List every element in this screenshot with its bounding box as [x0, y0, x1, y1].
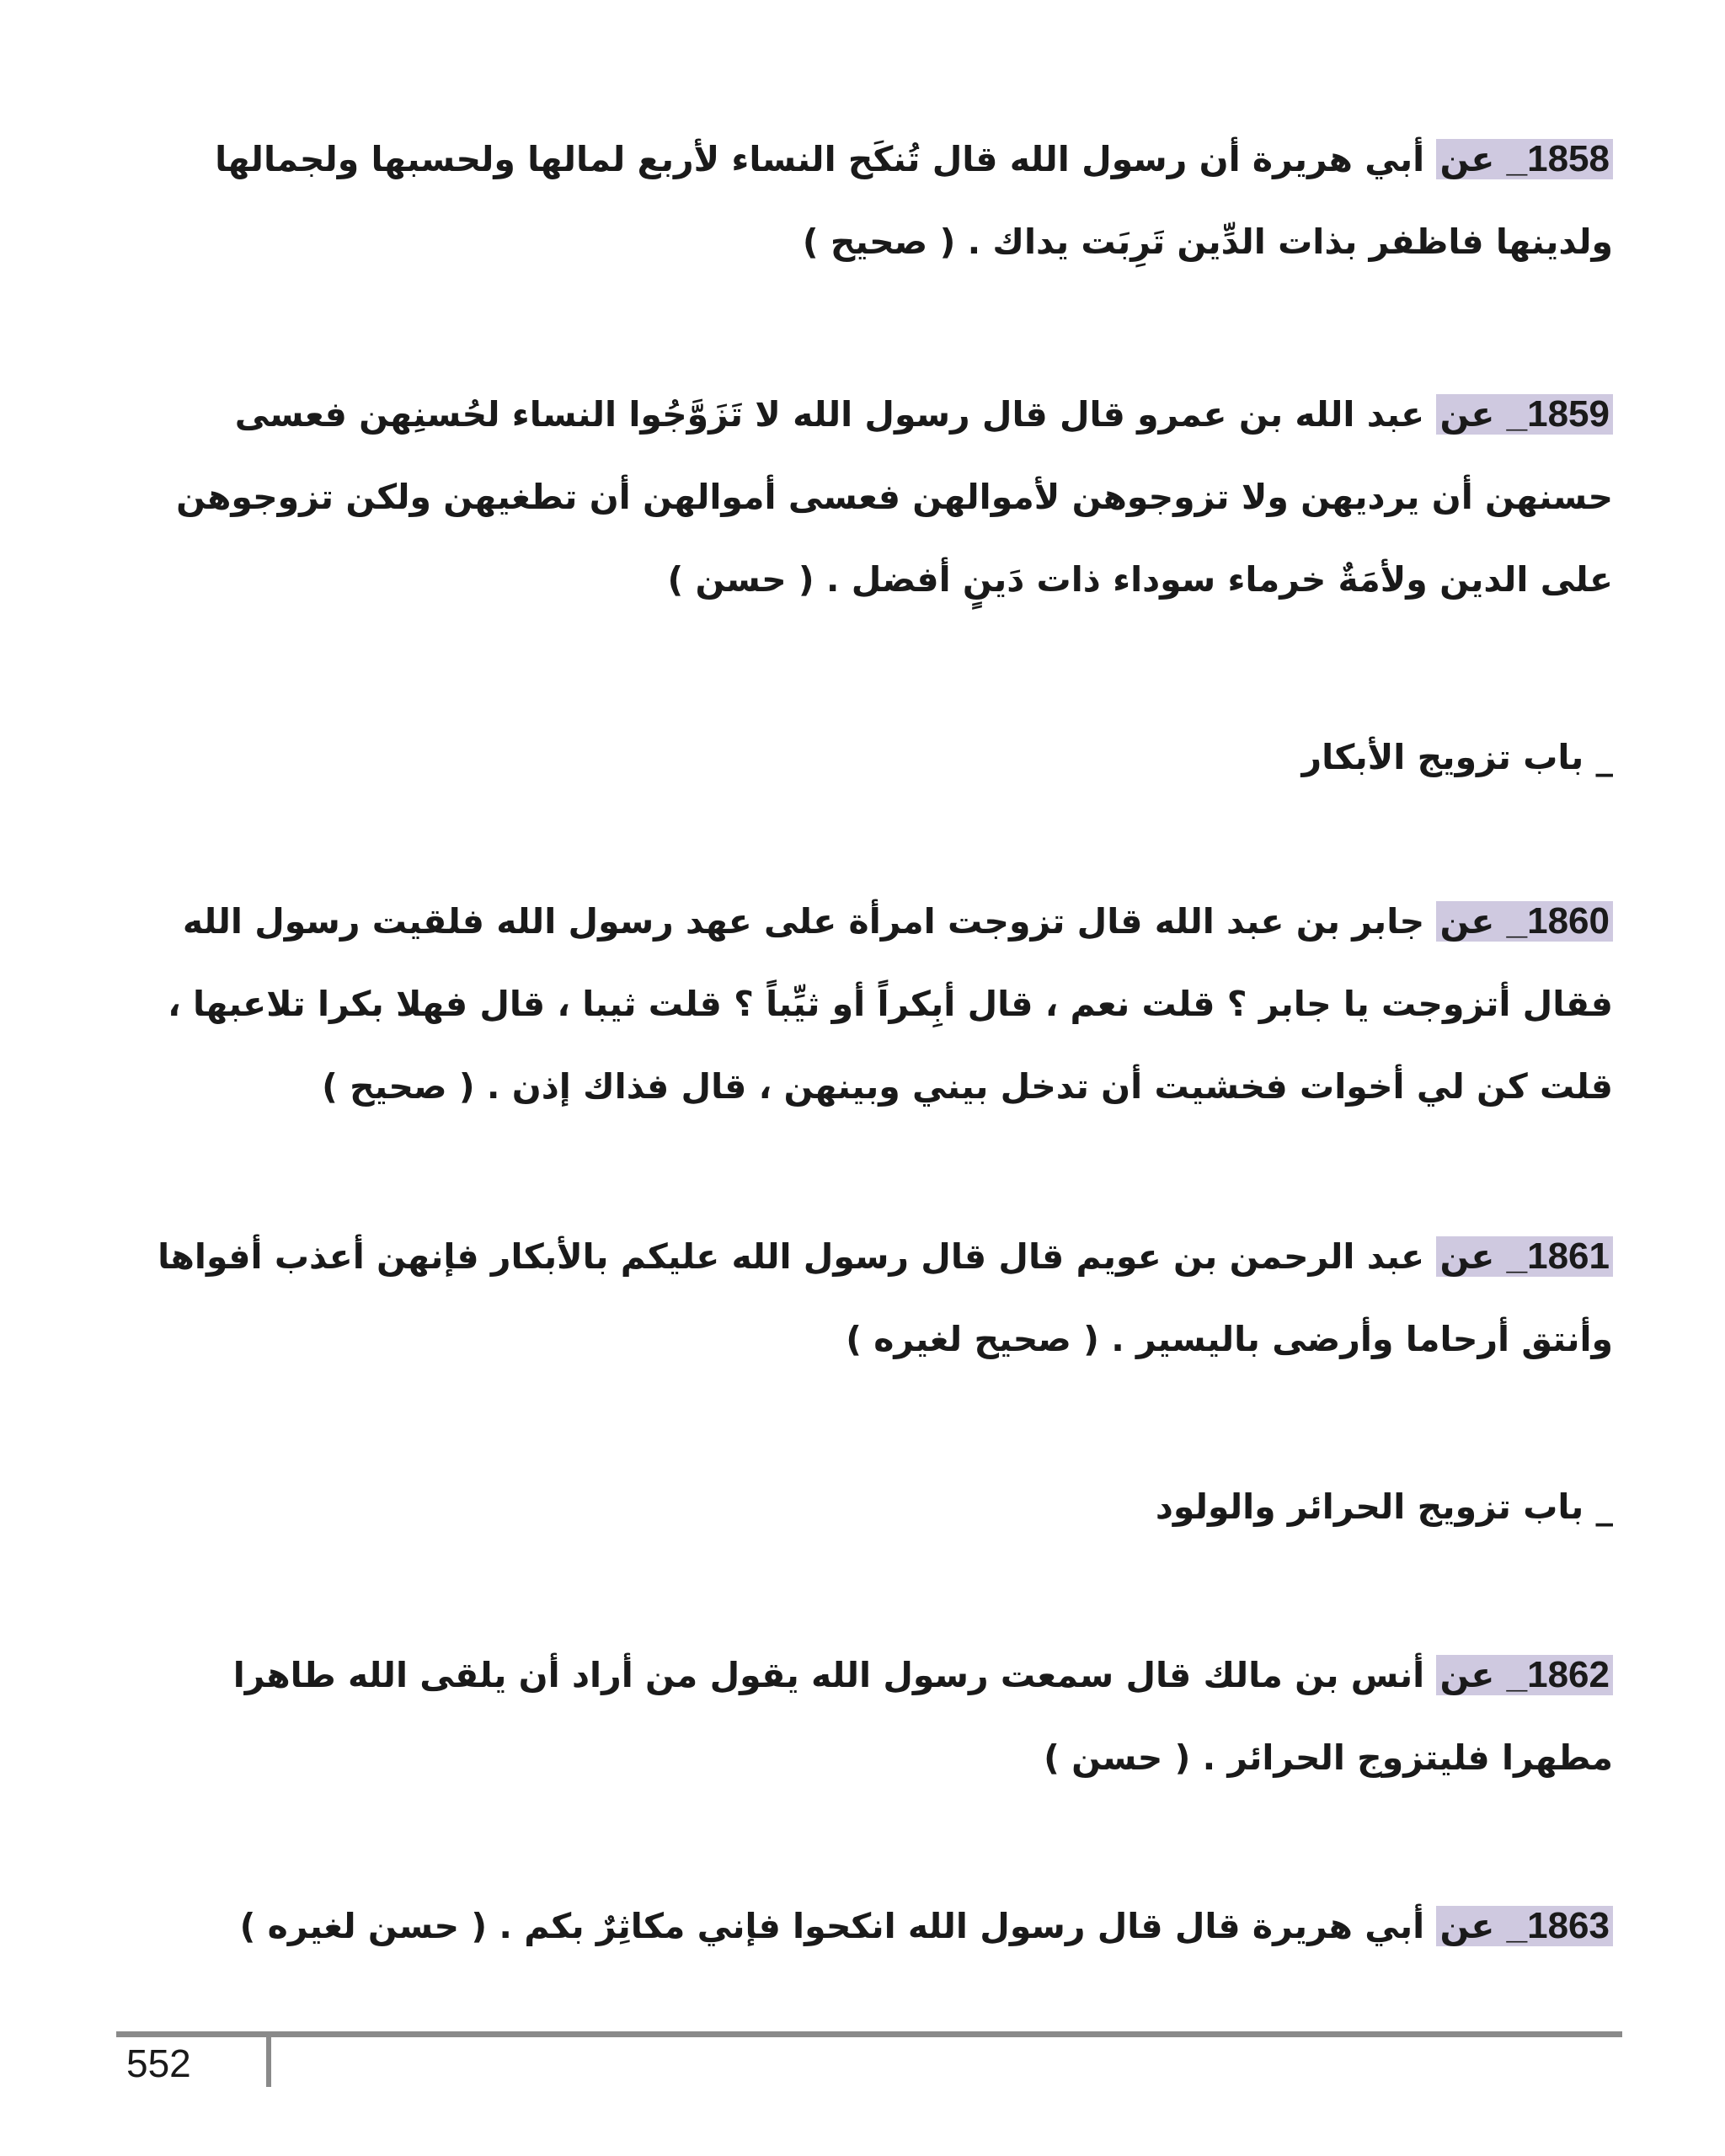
hadith-an: عن [1439, 139, 1495, 179]
hadith-number: 1859_ [1506, 393, 1610, 435]
hadith-highlight [1436, 1906, 1613, 1946]
hadith-1858 [143, 118, 1613, 283]
page-number: 552 [126, 2041, 191, 2085]
hadith-text: أنس بن مالك قال سمعت رسول الله يقول من أراد أن يلقى الله طاهرا مطهرا فليتزوج الحرائر . ( حسن ) [232, 1655, 1613, 1778]
hadith-an: عن [1439, 901, 1495, 942]
chapter-title: _ باب تزويج الحرائر والولود [1155, 1486, 1613, 1527]
chapter-heading-haraer [143, 1465, 1613, 1548]
hadith-an: عن [1439, 1655, 1495, 1695]
footer-rule [116, 2031, 1622, 2037]
hadith-an: عن [1439, 1236, 1495, 1277]
hadith-text: عبد الرحمن بن عويم قال قال رسول الله عليكم بالأبكار فإنهن أعذب أفواها وأنتق أرحاما وأرضى باليسير . ( صحيح لغيره ) [158, 1236, 1613, 1359]
hadith-1862 [143, 1634, 1613, 1799]
footer-divider [266, 2031, 271, 2087]
hadith-number: 1863_ [1506, 1905, 1610, 1946]
hadith-highlight [1436, 139, 1613, 179]
hadith-highlight [1436, 1236, 1613, 1277]
hadith-text: عبد الله بن عمرو قال قال رسول الله لا تَزَوَّجُوا النساء لحُسنِهن فعسى حسنهن أن يرديهن ولا تزوجوهن لأموالهن فعسى أموالهن أن تطغيهن ولكن تزوجوهن على الدين ولأمَةٌ خرماء سوداء ذات دَينٍ أفضل . ( حسن ) [176, 394, 1613, 600]
hadith-text: جابر بن عبد الله قال تزوجت امرأة على عهد رسول الله فلقيت رسول الله فقال أتزوجت يا جابر ؟ قلت نعم ، قال أبِكراً أو ثيِّباً ؟ قلت ثيبا ، قال فهلا بكرا تلاعبها ، قلت كن لي أخوات فخشيت أن تدخل بيني وبينهن ، قال فذاك إذن . ( صحيح ) [168, 901, 1613, 1107]
hadith-highlight [1436, 394, 1613, 435]
hadith-an: عن [1439, 1906, 1495, 1946]
hadith-1859 [143, 373, 1613, 621]
hadith-text: أبي هريرة قال قال رسول الله انكحوا فإني مكاثِرٌ بكم . ( حسن لغيره ) [239, 1906, 1425, 1946]
hadith-highlight [1436, 1655, 1613, 1695]
hadith-number: 1861_ [1506, 1235, 1610, 1277]
hadith-number: 1860_ [1506, 900, 1610, 942]
hadith-highlight [1436, 901, 1613, 942]
hadith-number: 1858_ [1506, 138, 1610, 179]
hadith-an: عن [1439, 394, 1495, 435]
hadith-1860 [143, 880, 1613, 1128]
chapter-title: _ باب تزويج الأبكار [1301, 737, 1613, 777]
chapter-heading-abkar [143, 716, 1613, 798]
hadith-text: أبي هريرة أن رسول الله قال تُنكَح النساء لأربع لمالها ولحسبها ولجمالها ولدينها فاظفر بذات الدِّين تَرِبَت يداك . ( صحيح ) [215, 139, 1613, 262]
hadith-1863 [143, 1885, 1613, 1967]
hadith-1861 [143, 1215, 1613, 1380]
hadith-number: 1862_ [1506, 1654, 1610, 1695]
